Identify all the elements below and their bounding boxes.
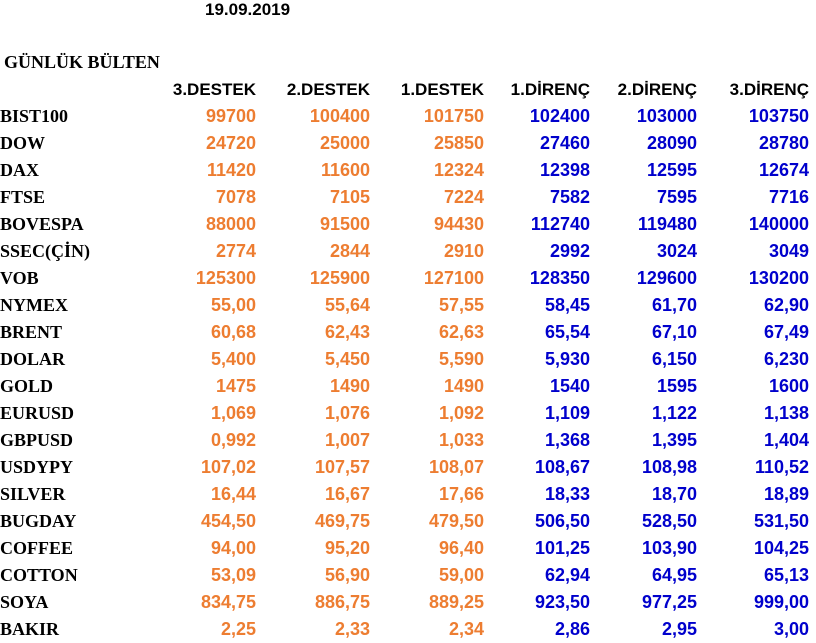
support-2-value: 55,64 bbox=[324, 295, 370, 315]
resistance-2-value: 129600 bbox=[636, 268, 697, 288]
table-row bbox=[0, 373, 809, 400]
support-1-value: 127100 bbox=[423, 268, 484, 288]
resistance-1-value: 102400 bbox=[529, 106, 590, 126]
resistance-2-value: 61,70 bbox=[651, 295, 697, 315]
support-2-value: 1490 bbox=[329, 376, 370, 396]
resistance-3-value: 1600 bbox=[768, 376, 809, 396]
support-3-value: 5,400 bbox=[210, 349, 256, 369]
support-3-value: 0,992 bbox=[210, 430, 256, 450]
support-2-value: 11600 bbox=[320, 160, 370, 180]
resistance-1-value: 7582 bbox=[549, 187, 590, 207]
instrument-name: VOB bbox=[0, 268, 39, 288]
support-3-value: 88000 bbox=[205, 214, 256, 234]
instrument-name: BIST100 bbox=[0, 106, 69, 126]
resistance-1-value: 128350 bbox=[529, 268, 590, 288]
table-row bbox=[0, 292, 809, 319]
resistance-1-value: 1,368 bbox=[544, 430, 590, 450]
resistance-2-value: 7595 bbox=[656, 187, 697, 207]
resistance-1-value: 62,94 bbox=[544, 565, 590, 585]
support-1-value: 889,25 bbox=[428, 592, 484, 612]
support-3-value: 55,00 bbox=[210, 295, 256, 315]
support-3-value: 94,00 bbox=[210, 538, 256, 558]
support-3-value: 16,44 bbox=[210, 484, 256, 504]
support-1-value: 5,590 bbox=[438, 349, 484, 369]
resistance-3-value: 130200 bbox=[748, 268, 809, 288]
resistance-2-value: 977,25 bbox=[641, 592, 697, 612]
support-1-value: 479,50 bbox=[428, 511, 484, 531]
bulletin-title: GÜNLÜK BÜLTEN bbox=[4, 52, 160, 72]
support-1-value: 62,63 bbox=[438, 322, 484, 342]
header-row bbox=[0, 76, 809, 103]
table-row bbox=[0, 238, 809, 265]
table-row bbox=[0, 427, 809, 454]
instrument-name: BOVESPA bbox=[0, 214, 84, 234]
resistance-2-value: 103,90 bbox=[641, 538, 697, 558]
support-3-value: 60,68 bbox=[210, 322, 256, 342]
table-row bbox=[0, 103, 809, 130]
instrument-name: SILVER bbox=[0, 484, 66, 504]
resistance-1-value: 2992 bbox=[549, 241, 590, 261]
support-2-value: 5,450 bbox=[324, 349, 370, 369]
support-3-value: 1475 bbox=[215, 376, 256, 396]
instrument-name: COTTON bbox=[0, 565, 78, 585]
support-1-value: 12324 bbox=[433, 160, 484, 180]
support-1-value: 108,07 bbox=[428, 457, 484, 477]
resistance-2-value: 103000 bbox=[636, 106, 697, 126]
levels-table bbox=[0, 76, 809, 643]
support-2-value: 886,75 bbox=[314, 592, 370, 612]
header-support-2: 2.DESTEK bbox=[286, 80, 370, 99]
support-3-value: 11420 bbox=[206, 160, 256, 180]
support-3-value: 454,50 bbox=[200, 511, 256, 531]
instrument-name: USDYPY bbox=[0, 457, 74, 477]
resistance-3-value: 62,90 bbox=[763, 295, 809, 315]
resistance-3-value: 1,138 bbox=[763, 403, 809, 423]
support-1-value: 96,40 bbox=[438, 538, 484, 558]
support-2-value: 2,33 bbox=[334, 619, 370, 639]
support-1-value: 2910 bbox=[443, 241, 484, 261]
resistance-3-value: 65,13 bbox=[763, 565, 809, 585]
support-2-value: 16,67 bbox=[324, 484, 370, 504]
instrument-name: BRENT bbox=[0, 322, 63, 342]
table-row bbox=[0, 481, 809, 508]
resistance-2-value: 28090 bbox=[646, 133, 697, 153]
support-2-value: 1,076 bbox=[324, 403, 370, 423]
resistance-3-value: 103750 bbox=[748, 106, 809, 126]
resistance-1-value: 65,54 bbox=[544, 322, 590, 342]
instrument-name: EURUSD bbox=[0, 403, 75, 423]
instrument-name: DOLAR bbox=[0, 349, 66, 369]
bulletin-date: 19.09.2019 bbox=[205, 0, 291, 19]
resistance-1-value: 27460 bbox=[539, 133, 590, 153]
resistance-2-value: 18,70 bbox=[651, 484, 697, 504]
support-1-value: 1490 bbox=[443, 376, 484, 396]
support-3-value: 2,25 bbox=[220, 619, 256, 639]
resistance-3-value: 12674 bbox=[758, 160, 809, 180]
table-body bbox=[0, 103, 809, 643]
table-row bbox=[0, 508, 809, 535]
table-row bbox=[0, 184, 809, 211]
resistance-2-value: 64,95 bbox=[651, 565, 697, 585]
table-row bbox=[0, 130, 809, 157]
resistance-2-value: 67,10 bbox=[651, 322, 697, 342]
resistance-3-value: 104,25 bbox=[753, 538, 809, 558]
table-row bbox=[0, 616, 809, 643]
support-2-value: 7105 bbox=[329, 187, 370, 207]
header-instrument bbox=[0, 76, 144, 103]
resistance-1-value: 101,25 bbox=[534, 538, 590, 558]
resistance-3-value: 67,49 bbox=[763, 322, 809, 342]
support-1-value: 94430 bbox=[433, 214, 484, 234]
instrument-name: SOYA bbox=[0, 592, 49, 612]
support-1-value: 59,00 bbox=[438, 565, 484, 585]
resistance-1-value: 12398 bbox=[539, 160, 590, 180]
resistance-3-value: 6,230 bbox=[763, 349, 809, 369]
resistance-1-value: 923,50 bbox=[534, 592, 590, 612]
instrument-name: DAX bbox=[0, 160, 39, 180]
resistance-1-value: 5,930 bbox=[544, 349, 590, 369]
support-3-value: 125300 bbox=[195, 268, 256, 288]
support-3-value: 99700 bbox=[205, 106, 256, 126]
resistance-3-value: 110,52 bbox=[754, 457, 809, 477]
table-row bbox=[0, 265, 809, 292]
support-2-value: 125900 bbox=[309, 268, 370, 288]
resistance-3-value: 28780 bbox=[758, 133, 809, 153]
support-3-value: 834,75 bbox=[200, 592, 256, 612]
instrument-name: GOLD bbox=[0, 376, 54, 396]
resistance-3-value: 3,00 bbox=[773, 619, 809, 639]
resistance-3-value: 1,404 bbox=[763, 430, 809, 450]
support-2-value: 2844 bbox=[329, 241, 370, 261]
support-1-value: 17,66 bbox=[438, 484, 484, 504]
support-1-value: 2,34 bbox=[448, 619, 484, 639]
resistance-2-value: 3024 bbox=[656, 241, 697, 261]
support-3-value: 2774 bbox=[215, 241, 256, 261]
resistance-1-value: 1,109 bbox=[544, 403, 590, 423]
resistance-1-value: 2,86 bbox=[554, 619, 590, 639]
resistance-2-value: 12595 bbox=[646, 160, 697, 180]
support-1-value: 7224 bbox=[443, 187, 484, 207]
instrument-name: COFFEE bbox=[0, 538, 74, 558]
resistance-2-value: 2,95 bbox=[661, 619, 697, 639]
table-row bbox=[0, 535, 809, 562]
resistance-2-value: 1595 bbox=[656, 376, 697, 396]
resistance-1-value: 1540 bbox=[549, 376, 590, 396]
resistance-2-value: 1,122 bbox=[651, 403, 697, 423]
table-row bbox=[0, 157, 809, 184]
resistance-1-value: 18,33 bbox=[544, 484, 590, 504]
table-row bbox=[0, 400, 809, 427]
resistance-2-value: 6,150 bbox=[651, 349, 697, 369]
resistance-3-value: 531,50 bbox=[753, 511, 809, 531]
resistance-3-value: 140000 bbox=[748, 214, 809, 234]
support-2-value: 91500 bbox=[319, 214, 370, 234]
support-1-value: 1,033 bbox=[438, 430, 484, 450]
table-row bbox=[0, 562, 809, 589]
support-1-value: 1,092 bbox=[438, 403, 484, 423]
header-support-3: 3.DESTEK bbox=[172, 80, 256, 99]
support-1-value: 25850 bbox=[433, 133, 484, 153]
resistance-2-value: 108,98 bbox=[641, 457, 697, 477]
support-1-value: 57,55 bbox=[438, 295, 484, 315]
table-row bbox=[0, 211, 809, 238]
resistance-3-value: 3049 bbox=[768, 241, 809, 261]
resistance-1-value: 108,67 bbox=[534, 457, 590, 477]
support-2-value: 25000 bbox=[319, 133, 370, 153]
resistance-2-value: 1,395 bbox=[651, 430, 697, 450]
support-2-value: 62,43 bbox=[324, 322, 370, 342]
header-resistance-1: 1.DİRENÇ bbox=[510, 80, 590, 99]
resistance-3-value: 18,89 bbox=[763, 484, 809, 504]
resistance-2-value: 528,50 bbox=[641, 511, 697, 531]
support-2-value: 56,90 bbox=[324, 565, 370, 585]
instrument-name: NYMEX bbox=[0, 295, 68, 315]
support-3-value: 24720 bbox=[205, 133, 256, 153]
resistance-3-value: 999,00 bbox=[753, 592, 809, 612]
instrument-name: GBPUSD bbox=[0, 430, 74, 450]
table-row bbox=[0, 346, 809, 373]
header-resistance-2: 2.DİRENÇ bbox=[617, 80, 697, 99]
support-3-value: 53,09 bbox=[210, 565, 256, 585]
instrument-name: SSEC(ÇİN) bbox=[0, 241, 91, 261]
instrument-name: DOW bbox=[0, 133, 45, 153]
table-row bbox=[0, 319, 809, 346]
resistance-2-value: 119480 bbox=[637, 214, 697, 234]
table-row bbox=[0, 454, 809, 481]
table-row bbox=[0, 589, 809, 616]
support-3-value: 1,069 bbox=[210, 403, 256, 423]
support-2-value: 1,007 bbox=[324, 430, 370, 450]
support-2-value: 469,75 bbox=[314, 511, 370, 531]
support-3-value: 107,02 bbox=[200, 457, 256, 477]
instrument-name: BAKIR bbox=[0, 619, 60, 639]
support-2-value: 107,57 bbox=[314, 457, 370, 477]
resistance-1-value: 506,50 bbox=[534, 511, 590, 531]
instrument-name: FTSE bbox=[0, 187, 46, 207]
header-support-1: 1.DESTEK bbox=[400, 80, 484, 99]
header-resistance-3: 3.DİRENÇ bbox=[729, 80, 809, 99]
support-2-value: 95,20 bbox=[324, 538, 370, 558]
resistance-3-value: 7716 bbox=[768, 187, 809, 207]
support-2-value: 100400 bbox=[309, 106, 370, 126]
support-3-value: 7078 bbox=[215, 187, 256, 207]
resistance-1-value: 58,45 bbox=[544, 295, 590, 315]
instrument-name: BUGDAY bbox=[0, 511, 77, 531]
support-1-value: 101750 bbox=[423, 106, 484, 126]
resistance-1-value: 112740 bbox=[530, 214, 590, 234]
